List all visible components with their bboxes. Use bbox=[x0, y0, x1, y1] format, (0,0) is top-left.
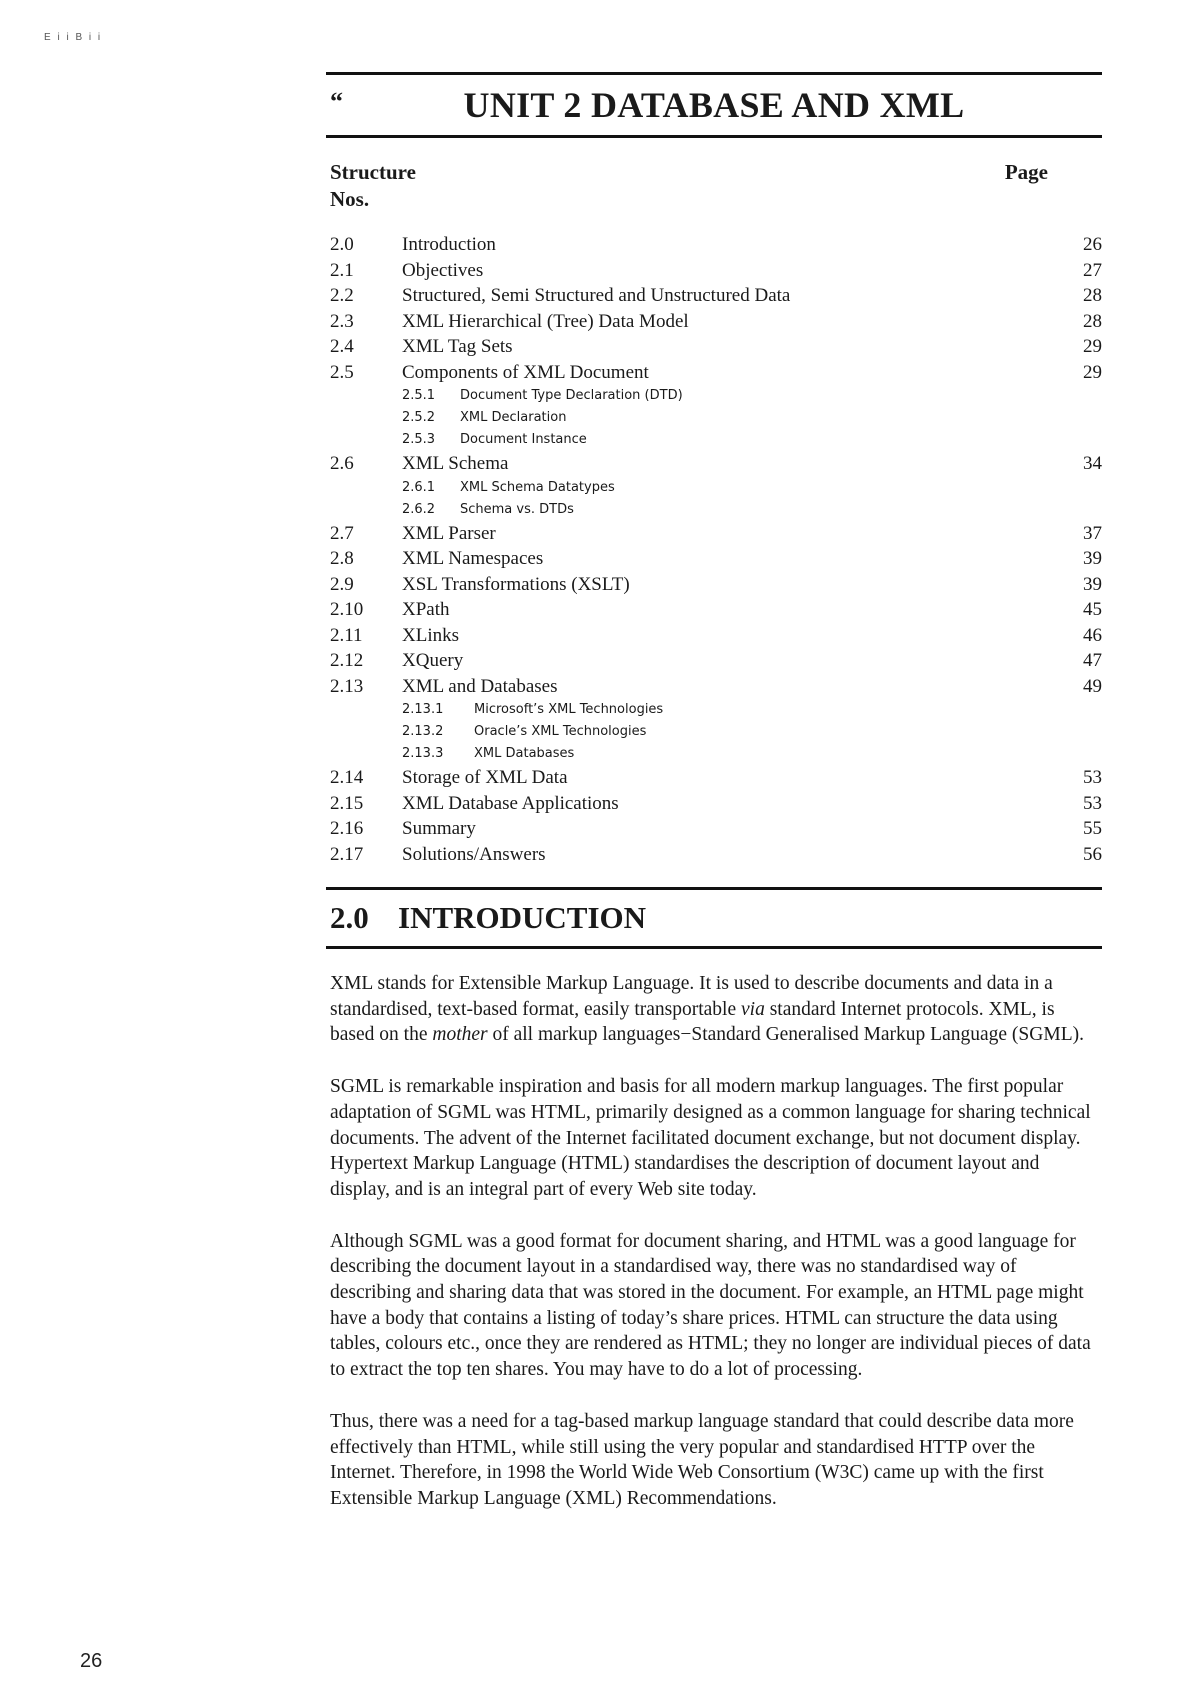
structure-label: Structure bbox=[330, 160, 416, 184]
nos-label: Nos. bbox=[330, 187, 370, 211]
page-column-label: Page bbox=[1004, 160, 1048, 184]
toc-entry-title: XLinks bbox=[402, 624, 459, 646]
toc-entry-title: Objectives bbox=[402, 259, 484, 281]
toc-subentry bbox=[326, 721, 1102, 743]
section-bottom-rule bbox=[326, 946, 1102, 949]
toc-entry bbox=[326, 283, 1102, 309]
toc-entry-number: 2.6 bbox=[330, 453, 354, 474]
toc-entry-title: XML Namespaces bbox=[402, 548, 544, 569]
table-of-contents bbox=[326, 232, 1102, 867]
emphasis-text: via bbox=[741, 998, 765, 1020]
toc-entry bbox=[326, 232, 1102, 258]
unit-heading bbox=[326, 75, 1102, 135]
toc-entry-number: 2.8 bbox=[330, 548, 354, 569]
toc-entry bbox=[326, 791, 1102, 817]
section-title: INTRODUCTION bbox=[398, 900, 647, 935]
paragraph-text: of all markup languages−Standard Generalised Markup Language (SGML). bbox=[487, 1024, 1084, 1046]
toc-entry-title: XQuery bbox=[402, 650, 464, 671]
toc-entry-title: Components of XML Document bbox=[402, 361, 649, 383]
paragraph-text: standard Internet protocols. XML, is based on the bbox=[330, 998, 1055, 1046]
toc-entry-page: 49 bbox=[1083, 675, 1102, 697]
section-number: 2.0 bbox=[330, 900, 369, 935]
toc-entry bbox=[326, 597, 1102, 623]
toc-subentry-number: 2.13.2 bbox=[402, 724, 444, 739]
toc-subentry-title: XML Databases bbox=[474, 746, 575, 761]
body-paragraph bbox=[330, 1074, 1102, 1203]
toc-subentry-number: 2.5.1 bbox=[402, 388, 436, 403]
toc-entry bbox=[326, 521, 1102, 547]
toc-entry-title: XML Database Applications bbox=[402, 792, 619, 814]
toc-entry-number: 2.16 bbox=[330, 818, 364, 839]
toc-subentry bbox=[326, 743, 1102, 765]
running-header-mark: E i i B i i bbox=[44, 32, 103, 43]
toc-entry-title: XML Parser bbox=[402, 522, 496, 544]
quote-mark: “ bbox=[330, 87, 343, 116]
toc-entry-number: 2.13 bbox=[330, 675, 364, 697]
toc-entry-page: 39 bbox=[1083, 573, 1102, 595]
toc-entry-page: 28 bbox=[1083, 285, 1102, 306]
toc-entry bbox=[326, 309, 1102, 335]
toc-entry-number: 2.9 bbox=[330, 573, 354, 595]
toc-entry-title: Solutions/Answers bbox=[402, 843, 546, 865]
toc-entry bbox=[326, 765, 1102, 791]
toc-entry-page: 53 bbox=[1083, 792, 1102, 814]
toc-entry-page: 26 bbox=[1083, 234, 1102, 255]
toc-entry-title: Storage of XML Data bbox=[402, 767, 568, 788]
section-heading bbox=[326, 890, 1102, 946]
toc-entry-number: 2.3 bbox=[330, 310, 354, 332]
toc-entry-page: 34 bbox=[1083, 453, 1102, 474]
toc-entry-number: 2.4 bbox=[330, 336, 354, 357]
toc-entry-title: XML Hierarchical (Tree) Data Model bbox=[402, 310, 689, 332]
toc-entry-title: Summary bbox=[402, 818, 476, 839]
unit-bottom-rule bbox=[326, 135, 1102, 138]
toc-subentry bbox=[326, 429, 1102, 451]
toc-entry-number: 2.5 bbox=[330, 361, 354, 383]
body-paragraph bbox=[330, 1229, 1102, 1383]
toc-entry bbox=[326, 546, 1102, 572]
toc-entry-page: 56 bbox=[1083, 843, 1102, 865]
toc-subentry-title: Document Instance bbox=[460, 432, 587, 447]
toc-subentry-number: 2.13.3 bbox=[402, 746, 444, 761]
paragraph-text: Although SGML was a good format for document sharing, and HTML was a good language for describing the document layout in a standardised way, there was no standardised way of describing and sharing data that was stored in the document. For example, an HTML page might have a body that contains a listing of today’s share prices. HTML can structure the data using tables, colours etc., once they are rendered as HTML; they no longer are individual pieces of data to extract the top ten shares. You may have to do a lot of processing. bbox=[330, 1230, 1091, 1381]
toc-subentry-title: XML Declaration bbox=[460, 410, 567, 425]
toc-entry-page: 29 bbox=[1083, 336, 1102, 357]
toc-entry-number: 2.14 bbox=[330, 767, 364, 788]
toc-subentry-title: XML Schema Datatypes bbox=[460, 479, 615, 495]
toc-entry-number: 2.0 bbox=[330, 234, 354, 255]
toc-entry bbox=[326, 674, 1102, 700]
toc-subentry-title: Oracle’s XML Technologies bbox=[474, 724, 647, 739]
toc-subentry bbox=[326, 477, 1102, 499]
toc-subentry bbox=[326, 499, 1102, 521]
toc-entry-page: 47 bbox=[1083, 650, 1102, 671]
toc-entry-page: 53 bbox=[1083, 767, 1102, 788]
introduction-body bbox=[326, 971, 1102, 1512]
toc-subentry-number: 2.6.2 bbox=[402, 501, 436, 517]
toc-entry-page: 28 bbox=[1083, 310, 1102, 332]
toc-entry-page: 37 bbox=[1083, 522, 1102, 544]
toc-entry-number: 2.1 bbox=[330, 259, 354, 281]
toc-entry-page: 27 bbox=[1083, 259, 1102, 281]
toc-subentry-title: Schema vs. DTDs bbox=[460, 501, 574, 517]
toc-entry bbox=[326, 572, 1102, 598]
toc-entry-number: 2.17 bbox=[330, 843, 364, 865]
toc-entry-title: XPath bbox=[402, 599, 450, 620]
toc-entry-number: 2.2 bbox=[330, 285, 354, 306]
toc-subentry bbox=[326, 385, 1102, 407]
toc-entry-number: 2.12 bbox=[330, 650, 364, 671]
toc-entry-page: 45 bbox=[1083, 599, 1102, 620]
body-paragraph bbox=[330, 1409, 1102, 1512]
toc-subentry-title: Microsoft’s XML Technologies bbox=[474, 702, 664, 717]
toc-entry bbox=[326, 451, 1102, 477]
toc-entry-title: Structured, Semi Structured and Unstructured Data bbox=[402, 285, 791, 306]
toc-subentry bbox=[326, 699, 1102, 721]
toc-entry-page: 55 bbox=[1083, 818, 1102, 839]
toc-subentry-number: 2.6.1 bbox=[402, 479, 436, 495]
toc-subentry-number: 2.5.3 bbox=[402, 432, 436, 447]
toc-entry-number: 2.7 bbox=[330, 522, 354, 544]
page-content bbox=[326, 72, 1102, 1538]
paragraph-text: Thus, there was a need for a tag-based markup language standard that could describe data more effectively than HTML, while still using the very popular and standardised HTTP over the Internet. Therefore, in 1998 the World Wide Web Consortium (W3C) came up with the first Extensible Markup Language (XML) Recommendations. bbox=[330, 1410, 1074, 1509]
paragraph-text: SGML is remarkable inspiration and basis for all modern markup languages. The first popular adaptation of SGML was HTML, primarily designed as a common language for sharing technical documents. The advent of the Internet facilitated document exchange, but not document display. Hypertext Markup Language (HTML) standardises the description of document layout and display, and is an integral part of every Web site today. bbox=[330, 1076, 1091, 1200]
toc-entry-number: 2.10 bbox=[330, 599, 364, 620]
toc-entry-title: Introduction bbox=[402, 234, 496, 255]
paragraph-text: XML stands for Extensible Markup Language. It is used to describe documents and data in a standardised, text-based format, easily transportable bbox=[330, 973, 1053, 1020]
structure-header bbox=[326, 160, 1102, 185]
toc-entry-number: 2.11 bbox=[330, 624, 363, 646]
toc-subentry-title: Document Type Declaration (DTD) bbox=[460, 388, 683, 403]
page-number: 26 bbox=[80, 1650, 103, 1672]
toc-entry bbox=[326, 334, 1102, 360]
toc-entry-number: 2.15 bbox=[330, 792, 364, 814]
toc-subentry-number: 2.13.1 bbox=[402, 702, 444, 717]
emphasis-text: mother bbox=[432, 1024, 488, 1046]
toc-entry bbox=[326, 842, 1102, 868]
toc-entry-title: XSL Transformations (XSLT) bbox=[402, 573, 630, 595]
toc-entry-title: XML Schema bbox=[402, 453, 509, 474]
toc-entry-page: 46 bbox=[1083, 624, 1102, 646]
toc-entry-page: 39 bbox=[1083, 548, 1102, 569]
toc-entry-page: 29 bbox=[1083, 361, 1102, 383]
body-paragraph bbox=[330, 971, 1102, 1048]
toc-entry bbox=[326, 623, 1102, 649]
toc-entry-title: XML and Databases bbox=[402, 675, 558, 697]
toc-entry-title: XML Tag Sets bbox=[402, 336, 513, 357]
toc-entry bbox=[326, 816, 1102, 842]
toc-entry bbox=[326, 648, 1102, 674]
unit-title: UNIT 2 DATABASE AND XML bbox=[463, 85, 965, 125]
toc-subentry bbox=[326, 407, 1102, 429]
toc-entry bbox=[326, 258, 1102, 284]
toc-entry bbox=[326, 360, 1102, 386]
toc-subentry-number: 2.5.2 bbox=[402, 410, 436, 425]
